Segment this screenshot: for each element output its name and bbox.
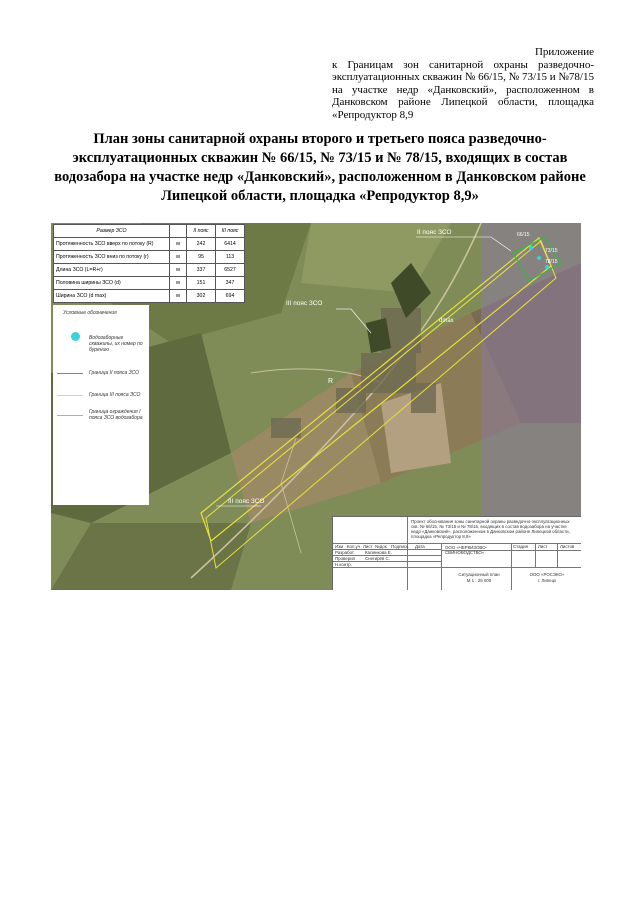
legend-item-label: Граница ограждения I пояса ЗСО водозабора <box>89 409 143 421</box>
table-cell: Ширина ЗСО (d max) <box>54 290 170 303</box>
map-legend <box>53 305 149 505</box>
page-title: План зоны санитарной охраны второго и третьего пояса разведочно-эксплуатационных скважин № 66/15, № 73/15 и № 78/15, входящих в состав водозабора на участке недр «Данковский», расположенном в Данковском районе Липецкой области, площадка «Репродуктор 8,9» <box>54 131 586 204</box>
table-cell: Половина ширины ЗСО (d) <box>54 277 170 290</box>
orange-line-icon <box>57 415 83 416</box>
legend-item-zone3 <box>57 389 147 405</box>
organization-name: ООО «РОСЭКО» <box>529 572 565 577</box>
title-block-stamp <box>332 516 581 590</box>
map-label-dmax: dmax <box>439 318 454 324</box>
col-header: Подпись <box>391 544 409 549</box>
table-cell: 242 <box>187 238 216 251</box>
table-cell: Длина ЗСО (L=R+r) <box>54 264 170 277</box>
table-row <box>54 264 245 277</box>
map-label-zone2-bottom: III пояс ЗСО <box>228 498 265 505</box>
table-header-cell: III пояс <box>216 225 245 238</box>
map-label-well-73: 73/15 <box>545 248 558 254</box>
role-label: Проверил <box>335 556 356 561</box>
role-label: Н.контр. <box>335 562 352 567</box>
col-header: Изм <box>335 544 344 549</box>
table-row <box>54 277 245 290</box>
col-header: №док <box>375 544 387 549</box>
map-label-well-66: 66/15 <box>517 232 530 238</box>
col-header: Кол.уч <box>347 544 361 549</box>
table-cell: м <box>170 238 187 251</box>
legend-item-zone2 <box>57 367 147 383</box>
table-cell: 347 <box>216 277 245 290</box>
appendix-block <box>332 46 594 121</box>
table-cell: 6414 <box>216 238 245 251</box>
table-cell: м <box>170 264 187 277</box>
legend-item-label: Водозаборные скважины, их номер по бурению <box>89 335 143 353</box>
map-label-zone3: III пояс ЗСО <box>286 300 323 307</box>
table-cell: Протяженность ЗСО вниз по потоку (r) <box>54 251 170 264</box>
table-header-cell: Размер ЗСО <box>54 225 170 238</box>
table-cell: 151 <box>187 277 216 290</box>
appendix-title: Приложение <box>534 46 594 58</box>
map-label-zone2-top: II пояс ЗСО <box>417 229 452 236</box>
table-cell: 6527 <box>216 264 245 277</box>
table-row <box>54 251 245 264</box>
legend-item-wells <box>57 335 147 351</box>
yellow-line-icon <box>57 395 83 396</box>
person-name: Калинкова Е. <box>365 550 392 555</box>
table-cell: 337 <box>187 264 216 277</box>
project-description: Проект обоснования зоны санитарной охраны разведочно-эксплуатационных скв. № 66/15, № 73/15 и № 78/15, входящих в состав водозабора на участке недр «Данковский», расположенном в Данковском районе Липецкой области, площадка «Репродуктор 8,9» <box>411 519 570 539</box>
table-cell: 302 <box>187 290 216 303</box>
legend-title: Условные обозначения <box>63 310 117 316</box>
sheet-header: Лист <box>538 544 548 549</box>
table-row <box>54 238 245 251</box>
table-row <box>54 290 245 303</box>
stage-header: Стадия <box>513 544 528 549</box>
table-cell: м <box>170 251 187 264</box>
col-header: Дата <box>415 544 425 549</box>
table-cell: 694 <box>216 290 245 303</box>
table-cell: м <box>170 277 187 290</box>
zone-size-table <box>53 224 245 303</box>
well-marker-icon <box>71 332 80 341</box>
table-header-cell: II пояс <box>187 225 216 238</box>
appendix-text: к Границам зон санитарной охраны разведочно-эксплуатационных скважин № 66/15, № 73/15 и №78/15 на участке недр «Данковский», расположенном в Данковском районе Липецкой области, площадка «Репродуктор 8,9 <box>332 58 594 121</box>
legend-item-zone1-fence <box>57 409 147 425</box>
col-header: Лист <box>363 544 373 549</box>
customer-name: ООО «ЧЕРКИЗОВО-СВИНОВОДСТВО» <box>445 545 488 555</box>
organization-city: г. Липецк <box>537 578 557 583</box>
plan-title: Ситуационный план <box>458 572 500 577</box>
sheets-header: Листов <box>560 544 575 549</box>
role-label: Разработ. <box>335 550 355 555</box>
plan-scale: М 1 : 25 000 <box>466 578 492 583</box>
table-cell: м <box>170 290 187 303</box>
table-cell: Протяженность ЗСО вверх по потоку (R) <box>54 238 170 251</box>
table-header-cell <box>170 225 187 238</box>
map-label-well-78: 78/15 <box>545 259 558 265</box>
table-header-row <box>54 225 245 238</box>
legend-item-label: Граница III пояса ЗСО <box>89 392 141 398</box>
map-figure <box>51 223 581 590</box>
table-cell: 95 <box>187 251 216 264</box>
map-label-r: R <box>328 378 334 385</box>
legend-item-label: Граница II пояса ЗСО <box>89 370 140 376</box>
green-line-icon <box>57 373 83 374</box>
person-name: Снегирёв С. <box>365 556 390 561</box>
table-cell: 113 <box>216 251 245 264</box>
